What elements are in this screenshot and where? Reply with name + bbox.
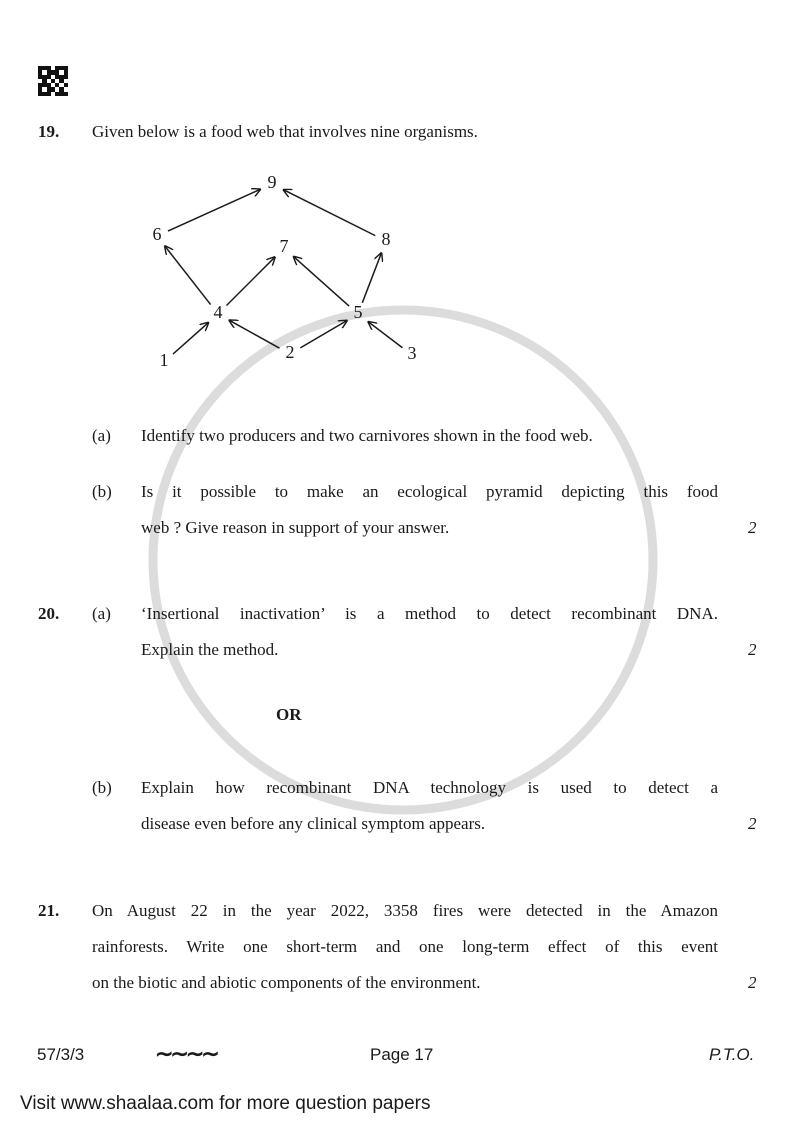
food-web-arrow-8-to-9 — [284, 190, 376, 236]
food-web-arrow-2-to-5 — [300, 321, 346, 348]
marks: 2 — [748, 640, 757, 659]
food-web-node-5: 5 — [353, 302, 363, 323]
marks: 2 — [748, 973, 757, 992]
part-text: web ? Give reason in support of your answer. — [141, 518, 450, 537]
food-web-node-8: 8 — [381, 229, 391, 250]
food-web-node-2: 2 — [285, 342, 295, 363]
part-label: (a) — [92, 426, 111, 445]
question-text: On August 22 in the year 2022, 3358 fires were detected in the Amazon — [92, 901, 718, 920]
food-web-node-7: 7 — [279, 236, 289, 257]
wave-decoration: ∼∼∼∼ — [155, 1041, 217, 1066]
marks: 2 — [748, 518, 757, 537]
pto-label: P.T.O. — [709, 1045, 755, 1064]
part-text: Explain the method. — [141, 640, 279, 659]
part-label: (b) — [92, 778, 112, 797]
question-number: 19. — [38, 122, 60, 141]
food-web-arrow-6-to-9 — [168, 189, 260, 231]
part-text: disease even before any clinical symptom appears. — [141, 814, 486, 833]
food-web-node-1: 1 — [159, 350, 169, 371]
food-web-node-4: 4 — [213, 302, 223, 323]
part-text: Explain how recombinant DNA technology is used to detect a — [141, 778, 718, 797]
question-text: on the biotic and abiotic components of the environment. — [92, 973, 481, 992]
food-web-node-3: 3 — [407, 343, 417, 364]
question-number: 20. — [38, 604, 60, 623]
question-number: 21. — [38, 901, 60, 920]
food-web-arrow-5-to-7 — [294, 257, 349, 306]
part-text: ‘Insertional inactivation’ is a method to detect recombinant DNA. — [141, 604, 718, 623]
or-label: OR — [276, 705, 302, 724]
paper-code: 57/3/3 — [37, 1045, 85, 1064]
part-label: (b) — [92, 482, 112, 501]
food-web-arrow-4-to-6 — [165, 246, 211, 304]
marks: 2 — [748, 814, 757, 833]
part-text: Identify two producers and two carnivores shown in the food web. — [141, 426, 593, 445]
question-text: Given below is a food web that involves nine organisms. — [92, 122, 478, 141]
page-number: Page 17 — [370, 1045, 434, 1064]
question-text: rainforests. Write one short-term and one long-term effect of this event — [92, 937, 718, 956]
part-text: Is it possible to make an ecological pyramid depicting this food — [141, 482, 718, 501]
food-web-arrow-4-to-7 — [226, 257, 274, 305]
food-web-diagram — [0, 0, 800, 400]
food-web-arrow-2-to-4 — [229, 320, 279, 348]
food-web-arrow-1-to-4 — [173, 323, 208, 354]
food-web-node-6: 6 — [152, 224, 162, 245]
food-web-node-9: 9 — [267, 172, 277, 193]
part-label: (a) — [92, 604, 111, 623]
food-web-arrow-3-to-5 — [368, 322, 402, 348]
visit-link[interactable]: Visit www.shaalaa.com for more question papers — [20, 1093, 431, 1114]
food-web-arrow-5-to-8 — [362, 253, 381, 303]
